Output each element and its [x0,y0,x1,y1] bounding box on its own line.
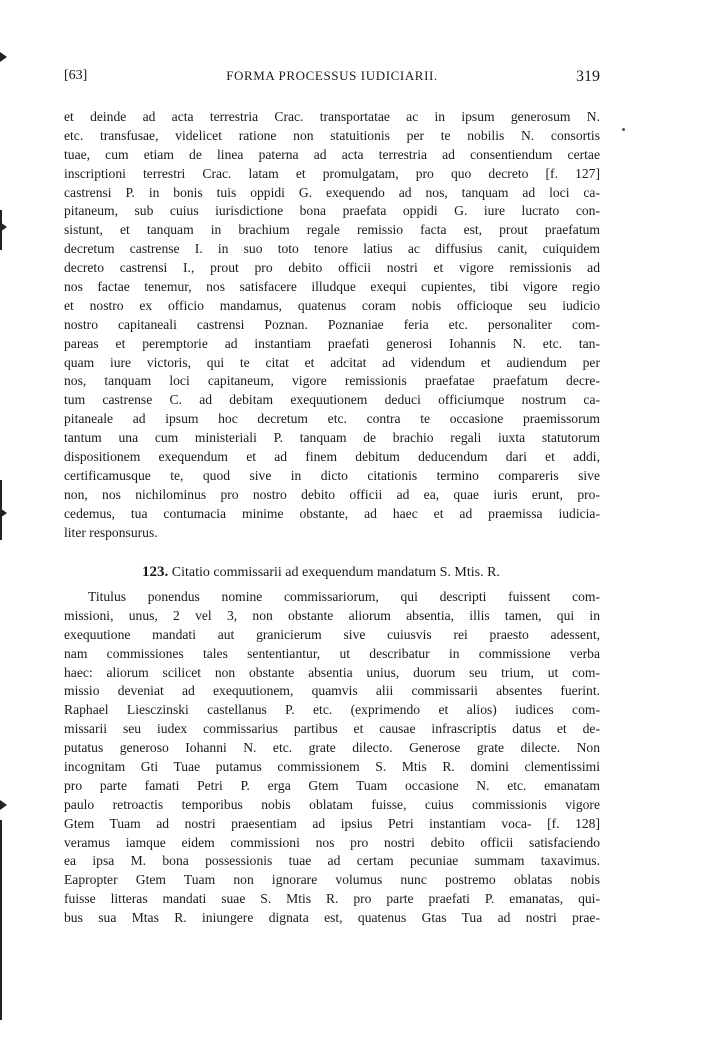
margin-rule-mark [0,820,2,1020]
scan-speck [622,128,625,131]
text-line: dispositionem exequendum et ad finem debitum deducendum dari et addi, [64,449,600,465]
text-line: pitaneum, sub cuius iurisdictione bona praefata oppidi G. iure lucrato con- [64,203,600,219]
section-number: 123. [142,564,169,580]
text-line: Gtem Tuam ad nostri praesentiam ad ipsius Petri instantiam voca- [f. 128] [64,815,600,831]
text-line: inscriptioni terrestri Crac. latam et promulgatam, pro quo decreto [f. 127] [64,165,600,181]
text-line: pro parte famati Petri P. erga Gtem Tuam occasione N. etc. emanatam [64,777,600,793]
text-line: missioni, unus, 2 vel 3, non obstante aliorum absentia, illis tamen, qui in [64,607,600,623]
text-line: missio deveniat ad exequutionem, quamvis alii commissarii absentes fuerint. [64,683,600,699]
text-line: non, nos nichilominus pro nostro debito officii ad ea, quae iuris erunt, pro- [64,486,600,502]
text-line: pitaneale ad ipsum hoc decretum etc. contra te occasione praemissorum [64,411,600,427]
text-line: quam iure victoris, qui te citat et adcitat ad videndum et audiendum per [64,354,600,370]
body-text-block-2 [64,588,600,928]
text-line: et nostro ex officio mandamus, quatenus coram nobis officioque seu iudicio [64,297,600,313]
page-reference: [63] [64,68,88,83]
section-heading [64,564,600,581]
text-line: sistunt, et tanquam in brachium regale remissio facta est, prout praefatum [64,222,600,238]
margin-arrow-mark [0,222,7,232]
page-header [64,68,600,92]
margin-arrow-mark [0,508,7,518]
text-line: Eapropter Gtem Tuam non ignorare volumus nunc postremo oblatas nobis [64,872,600,888]
text-line: cedemus, tua contumacia minime obstante, ad haec et ad praemissa iudicia- [64,505,600,521]
text-line: nos factae tenemur, nos satisfacere illudque exequi cupientes, tibi vigore regio [64,279,600,295]
text-line: Raphael Liesczinski castellanus P. etc. (exprimendo et alios) iudices com- [64,702,600,718]
text-line: tuae, cum etiam de linea paterna ad acta terrestria ad consentiendum certae [64,146,600,162]
text-line: decreto castrensi I., prout pro debito officii nostri et vigore remissionis ad [64,260,600,276]
text-line: decretum castrense I. in suo toto tenore latius ac diffusius canit, cuiquidem [64,241,600,257]
running-title: FORMA PROCESSUS IUDICIARII. [226,68,438,83]
text-line: nostro capitaneali castrensi Poznan. Poznaniae feria etc. personaliter com- [64,316,600,332]
body-text-block-1 [64,108,600,542]
text-line: veramus iamque eidem commissioni nos pro nostri debito officii satisfaciendo [64,834,600,850]
text-line: pareas et peremptorie ad instantiam praefati generosi Iohannis N. etc. tan- [64,335,600,351]
text-line: haec: aliorum scilicet non obstante absentia unius, duorum seu trium, ut com- [64,664,600,680]
text-line: etc. transfusae, videlicet ratione non statuitionis per te nobilis N. consortis [64,127,600,143]
text-line: missarii seu iudex commissarius partibus et causae infrascriptis datus et de- [64,721,600,737]
text-line: fuisse litteras mandati suae S. Mtis R. pro parte praefati P. emanatas, qui- [64,891,600,907]
text-line: certificamusque te, quod sive in dicto citationis termino compareris sive [64,467,600,483]
text-line: bus sua Mtas R. iniungere dignata est, quatenus Gtas Tua ad nostri prae- [64,910,600,926]
page-number: 319 [576,68,600,85]
text-line: et deinde ad acta terrestria Crac. transportatae ac in ipsum generosum N. [64,109,600,124]
text-line: nos, tanquam loci capitaneum, vigore remissionis praefatae praefatum decre- [64,373,600,389]
text-line: paulo retroactis temporibus nobis oblatam fuisse, cuius commissionis vigore [64,796,600,812]
section-title: Citatio commissarii ad exequendum mandatum S. Mtis. R. [171,565,500,580]
text-line: castrensi P. in bonis tuis oppidi G. exequendo ad nos, tanquam ad loci ca- [64,184,600,200]
margin-arrow-mark [0,52,7,62]
text-line: tum castrense C. ad debitam exequutionem deduci officiumque nostrum ca- [64,392,600,408]
text-line: ea ipsa M. bona possessionis tuae ad certam pecuniae summam taxavimus. [64,853,600,869]
text-line: Titulus ponendus nomine commissariorum, qui descripti fuissent com- [88,589,600,604]
margin-arrow-mark [0,800,7,810]
text-line: liter responsurus. [64,524,158,540]
text-line: nam commissiones tales sententiantur, ut describatur in commissione verba [64,645,600,661]
text-line: incognitam Gti Tuae putamus commissionem S. Mtis R. domini clementissimi [64,759,600,775]
text-line: tantum una cum ministeriali P. tanquam de brachio regali iuxta statutorum [64,430,600,446]
text-line: exequutione mandati aut granicierum sive cuiusvis rei praesto adessent, [64,626,600,642]
text-line: putatus generoso Iohanni N. etc. grate dilecto. Generose grate dilecte. Non [64,740,600,756]
